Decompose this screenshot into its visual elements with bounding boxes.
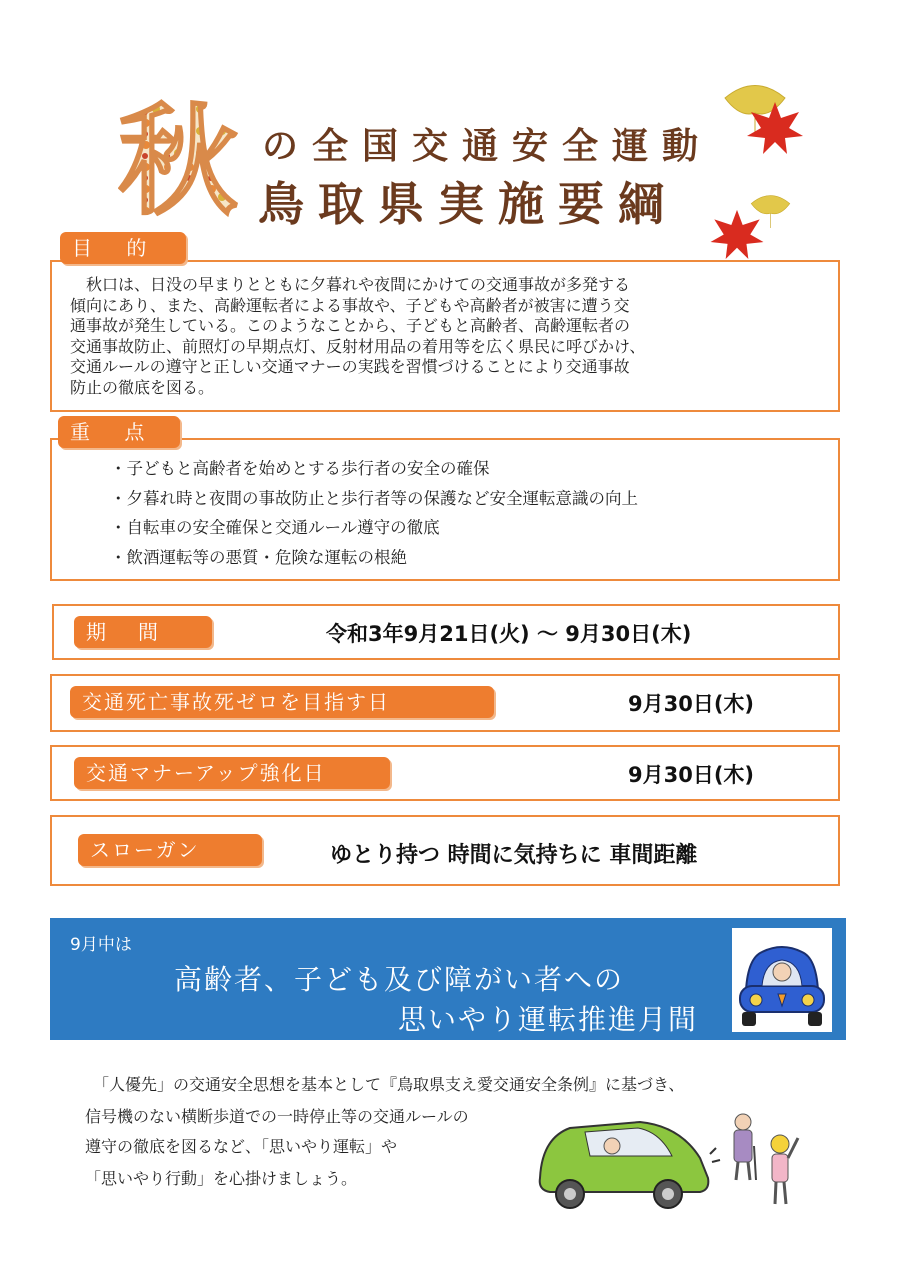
- title-line-2: 鳥取県実施要綱: [258, 177, 678, 231]
- focus-list: [110, 454, 638, 572]
- manner-day-value: 9月30日(木): [628, 763, 755, 787]
- title-line-1: の全国交通安全運動: [262, 126, 713, 167]
- footer-line-1: 「人優先」の交通安全思想を基本として『鳥取県支え愛交通安全条例』に基づき、: [85, 1075, 685, 1094]
- list-item: ・自転車の安全確保と交通ルール遵守の徹底: [110, 518, 440, 537]
- list-item: ・子どもと高齢者を始めとする歩行者の安全の確保: [110, 459, 490, 478]
- focus-label: 重 点: [58, 416, 180, 448]
- zero-day-label: 交通死亡事故死ゼロを目指す日: [70, 686, 494, 718]
- footer-line-2: 信号機のない横断歩道での一時停止等の交通ルールの: [85, 1107, 469, 1126]
- banner-line-1: 高齢者、子ども及び障がい者への: [174, 963, 625, 996]
- list-item: ・飲酒運転等の悪質・危険な運転の根絶: [110, 547, 407, 567]
- yielding-car-illustration: [530, 1108, 820, 1218]
- period-value: 令和3年9月21日(火) ～ 9月30日(木): [326, 622, 692, 646]
- autumn-kanji-logo: [118, 95, 258, 220]
- slogan-label: スローガン: [78, 834, 262, 866]
- slogan-value: ゆとり持つ 時間に気持ちに 車間距離: [330, 843, 698, 868]
- svg-text:秋: 秋: [118, 95, 238, 220]
- maple-leaf-icon: [745, 100, 805, 155]
- maple-leaf-icon: [708, 208, 766, 260]
- purpose-text: 秋口は、日没の早まりとともに夕暮れや夜間にかけての交通事故が多発する 傾向にあり、また、高齢運転者による事故や、子どもや高齢者が被害に遭う交 通事故が発生している。このようなことから、子どもと高齢者、高齢運転者の 交通事故防止、前照灯の早期点灯、反射材用品の着用等を広く県民に呼びかけ、 交通ルールの遵守と正しい交通マナーの実践を習慣づけることにより交通事故 防止の徹底を図る。: [70, 275, 646, 397]
- campaign-banner: [50, 918, 846, 1040]
- zero-day-value: 9月30日(木): [628, 692, 755, 716]
- banner-line-2: 思いやり運転推進月間: [398, 1003, 699, 1036]
- caring-car-icon: [732, 928, 832, 1032]
- list-item: ・夕暮れ時と夜間の事故防止と歩行者等の保護など安全運転意識の向上: [110, 488, 638, 508]
- period-label: 期 間: [74, 616, 212, 648]
- banner-lead: 9月中は: [70, 935, 132, 955]
- manner-day-label: 交通マナーアップ強化日: [74, 757, 390, 789]
- footer-line-4: 「思いやり行動」を心掛けましょう。: [85, 1169, 358, 1188]
- footer-line-3: 遵守の徹底を図るなど、「思いやり運転」や: [85, 1137, 398, 1156]
- purpose-label: 目 的: [60, 232, 186, 264]
